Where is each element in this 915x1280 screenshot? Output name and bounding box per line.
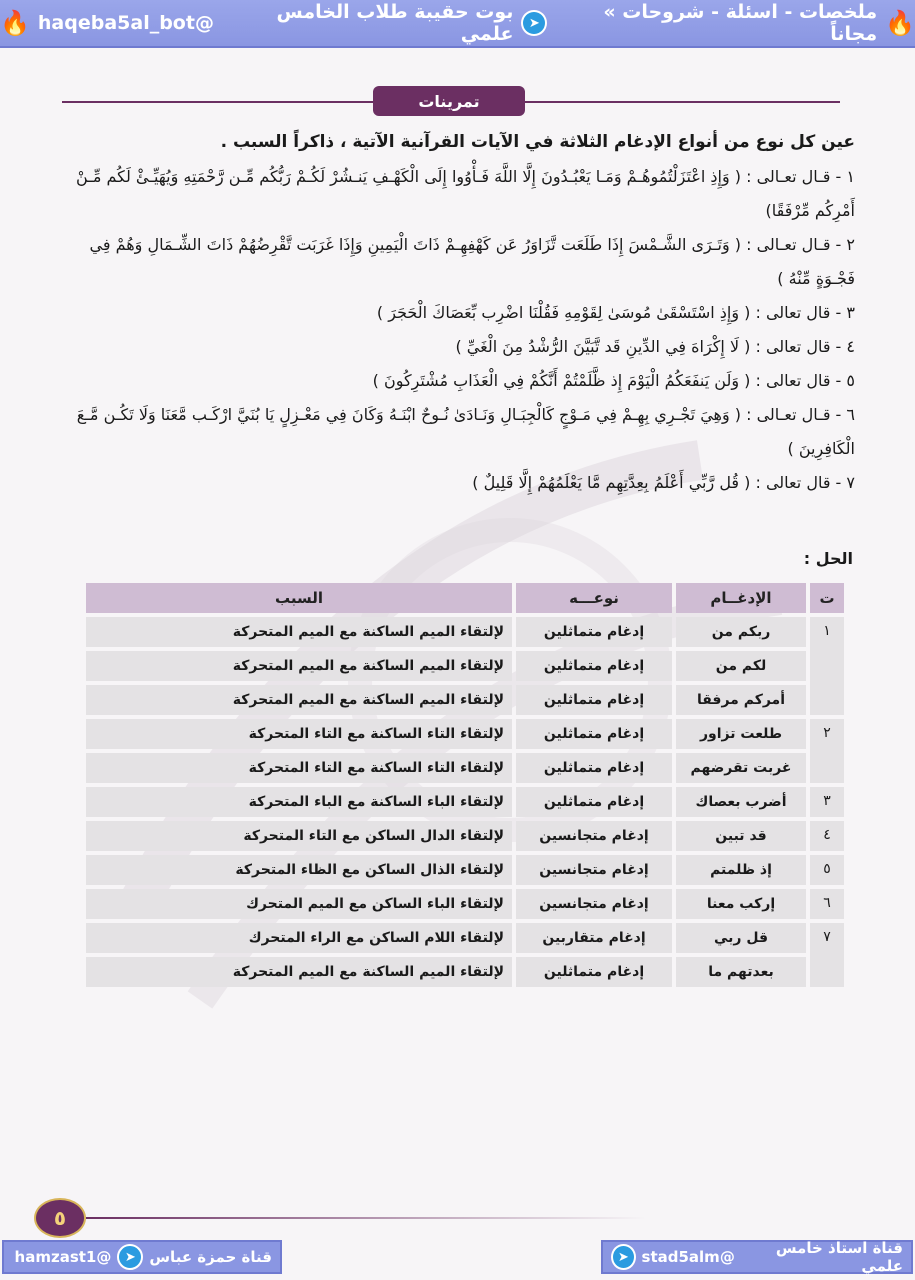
- banner-left-text: ملخصات - اسئلة - شروحات » مجاناً: [603, 1, 878, 45]
- idgham-type: إدغام متماثلين: [516, 753, 672, 783]
- table-header-row: [86, 583, 844, 613]
- header-number: ت: [810, 583, 844, 613]
- header-reason: السبب: [86, 583, 512, 613]
- idgham-word: لكم من: [676, 651, 806, 681]
- idgham-reason: لإلتقاء الدال الساكن مع التاء المتحركة: [86, 821, 512, 851]
- table-row: [86, 957, 844, 987]
- idgham-type: إدغام متماثلين: [516, 719, 672, 749]
- idgham-reason: لإلتقاء الباء الساكنة مع الباء المتحركة: [86, 787, 512, 817]
- idgham-reason: لإلتقاء التاء الساكنة مع التاء المتحركة: [86, 719, 512, 749]
- idgham-word: أضرب بعصاك: [676, 787, 806, 817]
- flame-icon: 🔥: [0, 9, 30, 37]
- row-number: ١: [810, 617, 844, 715]
- idgham-word: إركب معنا: [676, 889, 806, 919]
- idgham-word: إذ ظلمتم: [676, 855, 806, 885]
- idgham-type: إدغام متماثلين: [516, 651, 672, 681]
- row-number: ٤: [810, 821, 844, 851]
- row-number: ٢: [810, 719, 844, 783]
- idgham-word: طلعت تزاور: [676, 719, 806, 749]
- idgham-reason: لإلتقاء الميم الساكنة مع الميم المتحركة: [86, 685, 512, 715]
- idgham-reason: لإلتقاء الباء الساكن مع الميم المتحرك: [86, 889, 512, 919]
- idgham-type: إدغام متجانسين: [516, 821, 672, 851]
- telegram-icon: ➤: [611, 1244, 636, 1270]
- idgham-reason: لإلتقاء اللام الساكن مع الراء المتحرك: [86, 923, 512, 953]
- idgham-word: قد تبين: [676, 821, 806, 851]
- exercise-content: [55, 132, 855, 500]
- table-row: [86, 719, 844, 749]
- row-number: ٥: [810, 855, 844, 885]
- verse-7: ٧ - قال تعالى : ( قُل رَّبِّي أَعْلَمُ بِعِدَّتِهِم مَّا يَعْلَمُهُمْ إِلَّا قَلِيلٌ ): [472, 473, 855, 492]
- telegram-icon: ➤: [117, 1244, 143, 1270]
- idgham-reason: لإلتقاء الميم الساكنة مع الميم المتحركة: [86, 617, 512, 647]
- table-row: [86, 617, 844, 647]
- idgham-type: إدغام متجانسين: [516, 855, 672, 885]
- flame-icon: 🔥: [885, 9, 915, 37]
- top-banner: [0, 0, 915, 48]
- page-number: ٥: [34, 1198, 86, 1238]
- row-number: ٦: [810, 889, 844, 919]
- page-number-line: [86, 1217, 646, 1219]
- idgham-word: بعدتهم ما: [676, 957, 806, 987]
- idgham-word: أمركم مرفقا: [676, 685, 806, 715]
- verse-6: ٦ - قـال تعـالى : ( وَهِيَ تَجْـرِي بِهِـمْ فِي مَـوْجٍ كَالْجِبَـالِ وَنَـادَىٰ نُـوحٌ ابْنَـهُ وَكَانَ فِي مَعْـزِلٍ يَا بُنَيَّ ارْكَـب مَّعَنَا وَلَا تَكُـن مَّـعَ الْكَافِرِينَ ): [76, 405, 855, 458]
- header-idgham: الإدغــام: [676, 583, 806, 613]
- solution-label: الحل :: [803, 549, 853, 568]
- table-row: [86, 855, 844, 885]
- telegram-icon[interactable]: ➤: [521, 10, 547, 36]
- verse-4: ٤ - قال تعالى : ( لَا إِكْرَاهَ فِي الدِّينِ قَد تَّبَيَّنَ الرُّشْدُ مِنَ الْغَيِّ ): [455, 337, 855, 356]
- idgham-type: إدغام متقاربين: [516, 923, 672, 953]
- idgham-reason: لإلتقاء التاء الساكنة مع التاء المتحركة: [86, 753, 512, 783]
- question-text: عين كل نوع من أنواع الإدغام الثلاثة في الآيات القرآنية الآتية ، ذاكراً السبب .: [220, 132, 855, 152]
- table-row: [86, 923, 844, 953]
- footer-right-handle[interactable]: @stad5alm: [641, 1248, 735, 1266]
- idgham-reason: لإلتقاء الميم الساكنة مع الميم المتحركة: [86, 957, 512, 987]
- banner-handle[interactable]: @haqeba5al_bot: [37, 12, 214, 34]
- idgham-reason: لإلتقاء الميم الساكنة مع الميم المتحركة: [86, 651, 512, 681]
- idgham-reason: لإلتقاء الذال الساكن مع الظاء المتحركة: [86, 855, 512, 885]
- verse-2: ٢ - قـال تعـالى : ( وَتَـرَى الشَّـمْسَ إِذَا طَلَعَت تَّزَاوَرُ عَن كَهْفِهِـمْ ذَاتَ الْيَمِينِ وَإِذَا غَرَبَت تَّقْرِضُهُمْ ذَاتَ الشِّـمَالِ وَهُمْ فِي فَجْـوَةٍ مِّنْهُ ): [89, 235, 855, 288]
- idgham-type: إدغام متماثلين: [516, 617, 672, 647]
- footer-left-channel-name: قناة حمزة عباس: [149, 1248, 272, 1266]
- row-number: ٧: [810, 923, 844, 987]
- idgham-word: ربكم من: [676, 617, 806, 647]
- table-row: [86, 821, 844, 851]
- idgham-word: غربت تقرضهم: [676, 753, 806, 783]
- idgham-word: قل ربي: [676, 923, 806, 953]
- table-row: [86, 787, 844, 817]
- idgham-type: إدغام متجانسين: [516, 889, 672, 919]
- header-type: نوعـــه: [516, 583, 672, 613]
- footer-right-channel[interactable]: [601, 1240, 913, 1274]
- banner-right-text: بوت حقيبة طلاب الخامس علمي: [276, 1, 514, 45]
- table-row: [86, 753, 844, 783]
- solution-table: [82, 579, 848, 991]
- footer-left-handle[interactable]: @hamzast1: [14, 1248, 112, 1266]
- verse-5: ٥ - قال تعالى : ( وَلَن يَنفَعَكُمُ الْيَوْمَ إِذ ظَّلَمْتُمْ أَنَّكُمْ فِي الْعَذَابِ مُشْتَرِكُونَ ): [372, 371, 855, 390]
- section-title: تمرينات: [373, 86, 525, 116]
- footer-right-channel-name: قناة استاذ خامس علمي: [775, 1239, 903, 1275]
- table-row: [86, 685, 844, 715]
- verse-1: ١ - قـال تعـالى : ( وَإِذِ اعْتَزَلْتُمُوهُـمْ وَمَـا يَعْبُـدُونَ إِلَّا اللَّهَ فَـأْوُوا إِلَى الْكَهْـفِ يَنـشُرْ لَكُـمْ رَبُّكُم مِّـن رَّحْمَتِهِ وَيُهَيِّـئْ لَكُم مِّـنْ أَمْرِكُم مِّرْفَقًا): [75, 167, 855, 220]
- idgham-type: إدغام متماثلين: [516, 787, 672, 817]
- idgham-type: إدغام متماثلين: [516, 685, 672, 715]
- row-number: ٣: [810, 787, 844, 817]
- verse-3: ٣ - قال تعالى : ( وَإِذِ اسْتَسْقَىٰ مُوسَىٰ لِقَوْمِهِ فَقُلْنَا اضْرِب بِّعَصَاكَ الْحَجَرَ ): [376, 303, 855, 322]
- footer-left-channel[interactable]: [2, 1240, 282, 1274]
- table-row: [86, 651, 844, 681]
- table-row: [86, 889, 844, 919]
- idgham-type: إدغام متماثلين: [516, 957, 672, 987]
